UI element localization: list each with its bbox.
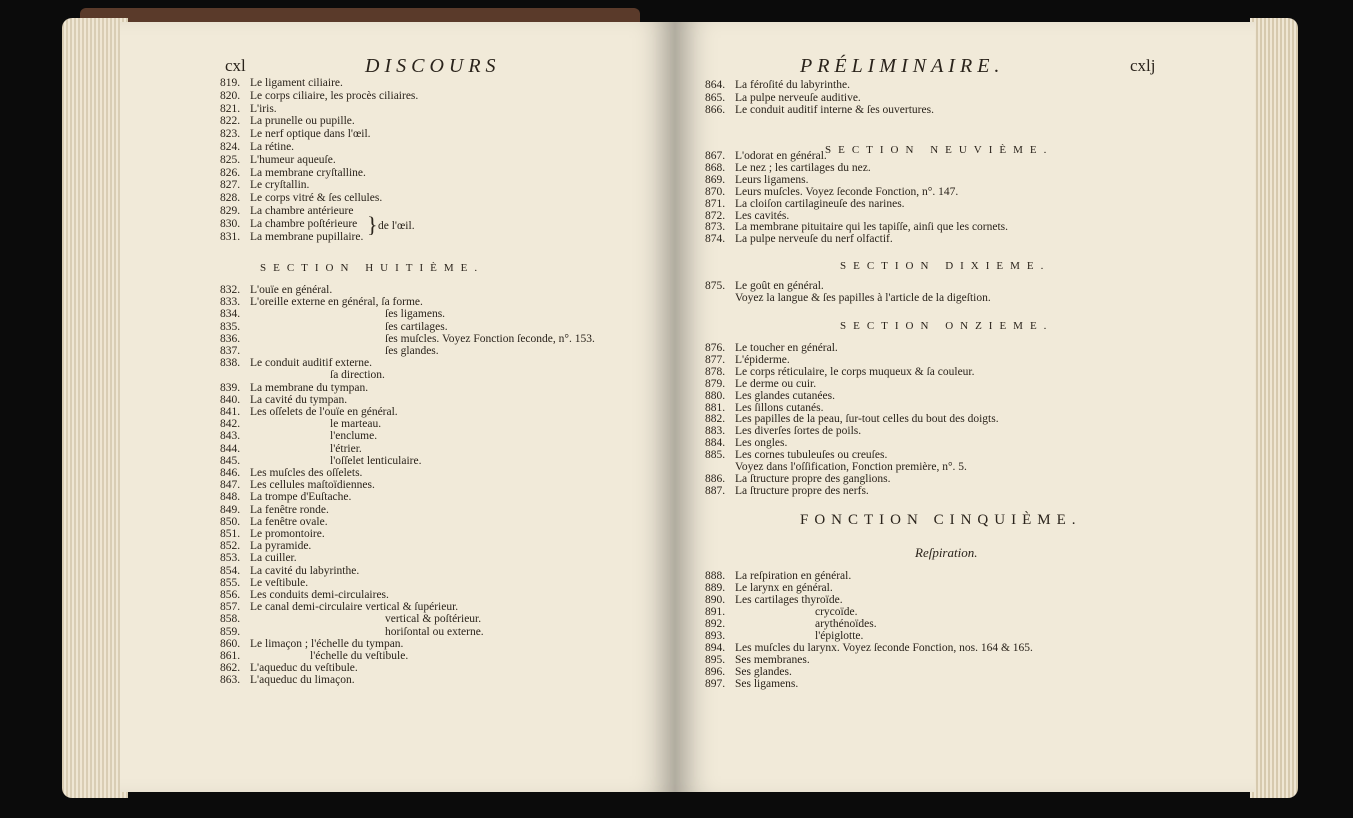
item-text: Leurs muſcles. Voyez ſeconde Fonction, n°. 147. [735,185,959,198]
item-number: 892. [705,618,726,630]
list-item [220,674,355,687]
list-item [220,613,481,626]
list-item [220,192,382,205]
list-item [220,284,332,297]
brace: } [367,212,378,237]
item-number: 896. [705,666,726,678]
item-number: 819. [220,77,241,89]
page-edges-right [1250,18,1298,798]
item-text: Le conduit auditif interne & ſes ouvertures. [735,104,934,116]
list-item [705,233,893,246]
item-text: La rétine. [250,141,295,153]
item-text: La membrane pupillaire. [250,230,364,243]
item-text: Les cellules maſtoïdiennes. [250,479,375,492]
list-item [220,333,595,346]
item-number: 861. [220,650,241,662]
item-number: 893. [705,630,726,642]
item-number: 844. [220,442,241,455]
item-text: L'aqueduc du veſtibule. [250,662,358,675]
item-text: Les ongles. [735,437,788,450]
item-text: l'oſſelet lenticulaire. [330,454,422,467]
list-item [220,626,484,639]
item-number: 858. [220,613,241,626]
item-text: L'aqueduc du limaçon. [250,674,355,687]
list-item [220,504,329,517]
item-number: 832. [220,284,241,296]
item-text: Le veſtibule. [250,576,309,589]
item-number: 849. [220,503,241,516]
item-number: 822. [220,115,241,128]
list-item [220,103,277,116]
item-number: 842. [220,418,241,431]
item-number: 860. [220,637,241,650]
item-number: 854. [220,564,241,577]
item-number: 886. [705,472,726,485]
item-number: 862. [220,662,241,675]
item-number: 870. [705,185,726,198]
item-text: Les ſillons cutanés. [735,401,824,414]
item-text: Le nez ; les cartilages du nez. [735,161,871,174]
item-number: 848. [220,491,241,504]
item-text: L'humeur aqueuſe. [250,153,336,166]
item-number: 829. [220,205,241,217]
list-item [220,589,389,602]
item-text: vertical & poſtérieur. [385,613,482,626]
list-item [220,552,297,565]
left-folio: cxl [225,56,246,75]
item-text: ſes ligamens. [385,308,446,321]
list-item [220,565,359,578]
item-text: Ses membranes. [735,654,810,666]
item-text: L'oreille externe en général, ſa forme. [250,296,423,309]
list-item [220,455,421,468]
item-text: Les glandes cutanées. [735,389,835,402]
item-number: 895. [705,654,726,666]
list-item [220,205,353,218]
item-text: Le ligament ciliaire. [250,77,343,89]
item-number: 867. [705,150,726,162]
item-number: 837. [220,345,241,357]
item-text: ſes glandes. [385,345,439,357]
item-text: La trompe d'Euſtache. [250,491,352,504]
list-item [705,104,934,117]
item-text: Les cartilages thyroïde. [735,594,843,606]
left-running-head: DISCOURS [365,55,501,77]
item-text: ſes muſcles. Voyez Fonction ſeconde, n°. 153. [385,332,595,345]
item-text: Le promontoire. [250,528,325,540]
list-item [220,467,362,480]
item-number: 843. [220,430,241,443]
item-text: L'épiderme. [735,353,790,366]
item-text: La membrane cryſtalline. [250,166,366,179]
item-number: 865. [705,91,726,104]
item-number: 834. [220,308,241,321]
list-item [220,296,423,309]
item-number: 882. [705,413,726,426]
item-text: Ses glandes. [735,666,792,678]
item-number: 836. [220,332,241,345]
right-page [675,22,1255,792]
list-item [220,369,385,382]
list-item [705,292,991,305]
item-number: 890. [705,594,726,606]
list-item [220,394,347,407]
right-folio: cxlj [1130,56,1156,75]
item-text: arythénoïdes. [815,618,877,630]
item-number: 866. [705,104,726,116]
list-item [220,231,363,244]
item-text: Les muſcles du larynx. Voyez ſeconde Fonction, nos. 164 & 165. [735,642,1033,654]
item-number: 846. [220,467,241,479]
list-item [220,154,336,167]
item-number: 820. [220,89,241,102]
item-number: 897. [705,678,726,690]
item-number: 830. [220,217,241,230]
section-ten: SECTION DIXIEME. [840,260,1051,272]
item-text: Le conduit auditif externe. [250,357,372,370]
item-number: 878. [705,365,726,378]
list-item [220,443,362,456]
item-text: La pulpe nerveuſe du nerf olfactif. [735,233,893,246]
item-number: 840. [220,393,241,406]
item-number: 859. [220,625,241,638]
item-text: La prunelle ou pupille. [250,115,355,128]
item-text: l'échelle du veſtibule. [310,650,409,662]
item-number: 839. [220,381,241,394]
list-item [220,218,357,231]
item-text: Voyez la langue & ſes papilles à l'article de la digeſtion. [735,292,991,304]
list-item [220,491,351,504]
item-number: 871. [705,197,726,210]
item-text: Le canal demi-circulaire vertical & ſupérieur. [250,601,459,614]
section-nine: SECTION NEUVIÈME. [825,144,1054,156]
item-text: La cuiller. [250,552,297,565]
list-item [220,115,355,128]
item-number: 833. [220,296,241,309]
list-item [220,516,328,529]
list-item [220,141,294,154]
item-number: 825. [220,153,241,166]
item-number: 876. [705,342,726,354]
list-item [220,406,398,419]
item-text: La fenêtre ronde. [250,503,329,516]
list-item [220,321,448,334]
section-title-left: SECTION HUITIÈME. [260,262,485,274]
list-item [220,601,458,614]
item-number: 863. [220,674,241,687]
item-number: 883. [705,425,726,438]
item-text: l'enclume. [330,430,378,443]
item-text: l'étrier. [330,442,362,455]
list-item [220,382,368,395]
item-text: Le corps réticulaire, le corps muqueux & ſa couleur. [735,365,975,378]
list-item [705,92,861,105]
item-text: Le nerf optique dans l'œil. [250,128,371,141]
item-text: La pulpe nerveuſe auditive. [735,91,861,104]
item-number: 877. [705,353,726,366]
item-text: le marteau. [330,418,382,431]
page-edges-left [62,18,128,798]
list-item [220,528,325,541]
item-text: L'odorat en général. [735,150,827,162]
item-number: 869. [705,173,726,186]
item-number: 827. [220,179,241,192]
item-text: crycoïde. [815,606,858,618]
list-item [705,79,850,92]
list-item [220,128,371,141]
item-number: 851. [220,528,241,540]
list-item [705,485,869,498]
item-text: Le larynx en général. [735,582,833,594]
item-number: 857. [220,601,241,614]
item-number: 868. [705,161,726,174]
item-text: Les conduits demi-circulaires. [250,589,389,601]
list-item [220,418,381,431]
item-number: 885. [705,449,726,462]
list-item [220,540,311,553]
list-item [220,357,372,370]
book-cover-edge [80,8,640,22]
item-text: Les diverſes ſortes de poils. [735,425,862,438]
list-item [220,345,439,358]
item-text: La chambre poſtérieure [250,217,358,230]
item-text: L'iris. [250,102,277,115]
item-text: Les papilles de la peau, ſur-tout celles du bout des doigts. [735,413,999,426]
list-item [220,90,418,103]
item-number: 853. [220,552,241,565]
list-item [220,577,308,590]
item-text: La fenêtre ovale. [250,515,328,528]
list-item [220,167,366,180]
item-number: 881. [705,401,726,414]
item-number: 841. [220,406,241,418]
item-text: Les oſſelets de l'ouïe en général. [250,406,398,418]
list-item [220,77,343,90]
item-number: 845. [220,454,241,467]
item-number: 824. [220,141,241,153]
list-item [220,308,445,321]
item-text: l'épiglotte. [815,630,864,642]
item-text: La ſtructure propre des ganglions. [735,472,891,485]
item-text: La membrane pituitaire qui les tapiſſe, ainſi que les cornets. [735,221,1009,234]
right-running-head: PRÉLIMINAIRE. [800,55,1005,77]
item-text: horiſontal ou externe. [385,625,484,638]
list-item [220,638,403,651]
list-item [220,662,358,675]
item-text: La cavité du labyrinthe. [250,564,360,577]
item-text: Le limaçon ; l'échelle du tympan. [250,637,404,650]
item-text: Le corps vitré & ſes cellules. [250,192,383,205]
item-text: La féroſité du labyrinthe. [735,79,850,91]
item-number: 894. [705,642,726,654]
fonction-title: FONCTION CINQUIÈME. [800,512,1082,528]
item-text: La cloiſon cartilagineuſe des narines. [735,197,905,210]
item-number: 887. [705,484,726,497]
item-text: Les cornes tubuleuſes ou creuſes. [735,449,888,462]
list-item [220,650,408,663]
item-number: 864. [705,79,726,91]
list-item [220,479,375,492]
list-item [705,678,798,691]
item-text: Les cavités. [735,209,790,222]
item-number: 856. [220,589,241,601]
item-text: Le corps ciliaire, les procès ciliaires. [250,89,419,102]
item-number: 873. [705,221,726,234]
item-number: 821. [220,102,241,115]
item-number: 872. [705,209,726,222]
item-number: 891. [705,606,726,618]
item-number: 823. [220,128,241,141]
item-text: La cavité du tympan. [250,393,348,406]
item-text: Voyez dans l'oſſification, Fonction première, n°. 5. [735,461,967,473]
item-number: 884. [705,437,726,450]
item-text: Le toucher en général. [735,342,838,354]
item-text: ſes cartilages. [385,320,448,333]
item-text: L'ouïe en général. [250,284,333,296]
item-text: La chambre antérieure [250,205,354,217]
item-text: ſa direction. [330,369,385,382]
list-item [220,430,377,443]
item-number: 852. [220,540,241,553]
item-text: La pyramide. [250,540,312,553]
item-number: 888. [705,570,726,582]
item-number: 850. [220,515,241,528]
item-number: 847. [220,479,241,492]
item-text: Le goût en général. [735,280,824,292]
brace-text: de l'œil. [378,220,415,232]
item-number: 838. [220,357,241,370]
item-text: La reſpiration en général. [735,570,852,582]
item-text: Leurs ligamens. [735,173,809,186]
left-page [120,22,675,792]
item-text: Le cryſtallin. [250,179,310,192]
item-text: La membrane du tympan. [250,381,369,394]
item-text: Les muſcles des oſſelets. [250,467,363,479]
item-number: 874. [705,233,726,246]
item-number: 875. [705,280,726,292]
subtitle: Reſpiration. [915,545,978,560]
item-number: 828. [220,192,241,205]
item-number: 880. [705,389,726,402]
item-number: 826. [220,166,241,179]
item-number: 835. [220,320,241,333]
item-text: Ses ligamens. [735,678,799,690]
section-eleven: SECTION ONZIEME. [840,320,1054,332]
item-number: 855. [220,576,241,589]
list-item [220,179,309,192]
item-number: 831. [220,230,241,243]
item-text: Le derme ou cuir. [735,377,817,390]
item-number: 889. [705,582,726,594]
item-number: 879. [705,377,726,390]
item-text: La ſtructure propre des nerfs. [735,484,869,497]
